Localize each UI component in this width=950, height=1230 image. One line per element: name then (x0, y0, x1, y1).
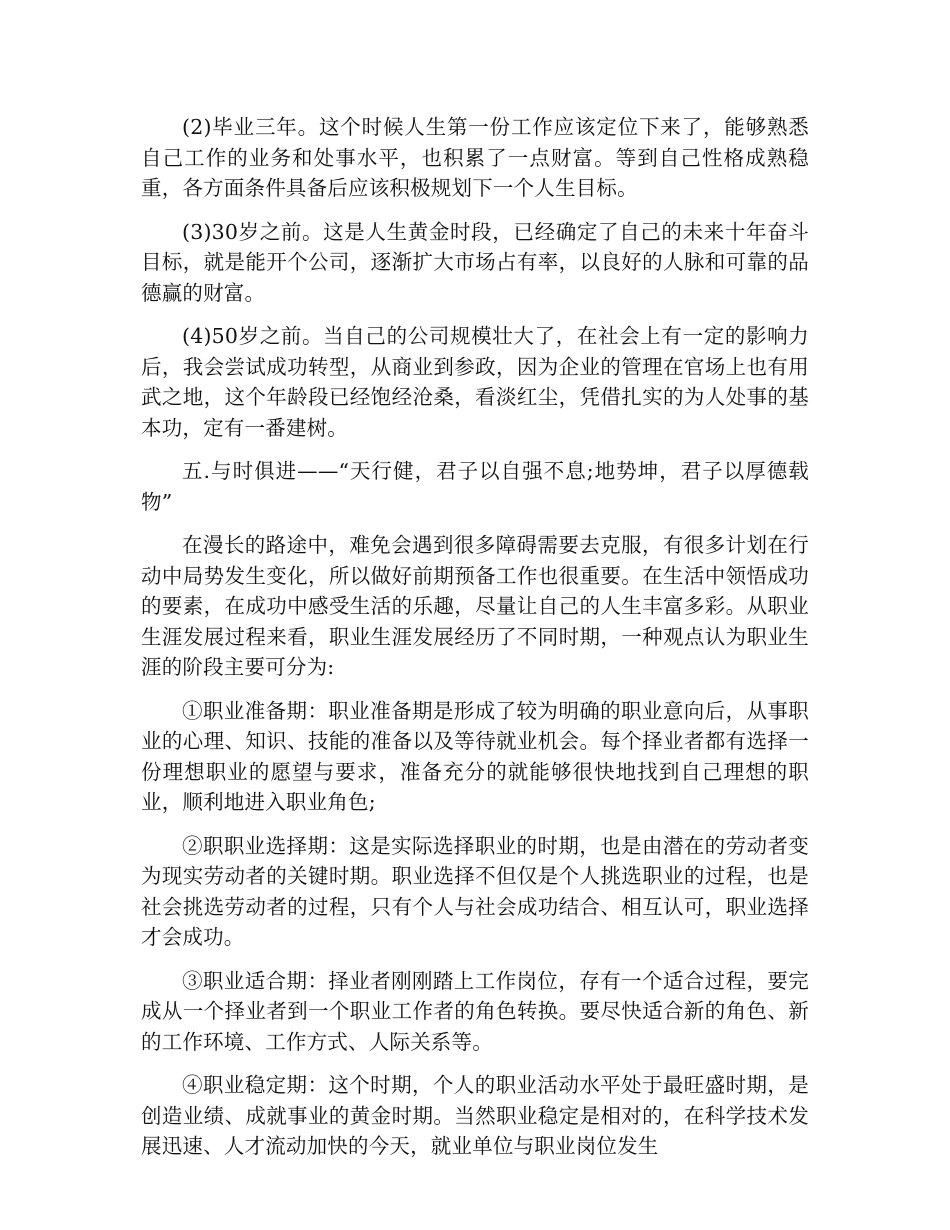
paragraph-stage-graduation-three-years: (2)毕业三年。这个时候人生第一份工作应该定位下来了，能够熟悉自己工作的业务和处事水平，也积累了一点财富。等到自己性格成熟稳重，各方面条件具备后应该积极规划下一个人生目标。 (141, 115, 809, 200)
paragraph-career-stability: ④职业稳定期：这个时期，个人的职业活动水平处于最旺盛时期，是创造业绩、成就事业的黄金时期。当然职业稳定是相对的，在科学技术发展迅速、人才流动加快的今天，就业单位与职业岗位发生 (141, 1073, 809, 1158)
paragraph-stage-before-50: (4)50岁之前。当自己的公司规模壮大了，在社会上有一定的影响力后，我会尝试成功转型，从商业到参政，因为企业的管理在官场上也有用武之地，这个年龄段已经饱经沧桑，看淡红尘，凭借扎实的为人处事的基本功，定有一番建树。 (141, 324, 809, 440)
paragraph-career-adaptation: ③职业适合期：择业者刚刚踏上工作岗位，存有一个适合过程，要完成从一个择业者到一个职业工作者的角色转换。要尽快适合新的角色、新的工作环境、工作方式、人际关系等。 (141, 968, 809, 1054)
paragraph-career-preparation: ①职业准备期：职业准备期是形成了较为明确的职业意向后，从事职业的心理、知识、技能的准备以及等待就业机会。每个择业者都有选择一份理想职业的愿望与要求，准备充分的就能够很快地找到自己理想的职业，顺利地进入职业角色; (141, 698, 809, 814)
paragraph-stage-before-30: (3)30岁之前。这是人生黄金时段，已经确定了自己的未来十年奋斗目标，就是能开个公司，逐渐扩大市场占有率，以良好的人脉和可靠的品德赢的财富。 (141, 219, 809, 305)
paragraph-career-selection: ②职职业选择期：这是实际选择职业的时期，也是由潜在的劳动者变为现实劳动者的关键时期。职业选择不但仅是个人挑选职业的过程，也是社会挑选劳动者的过程，只有个人与社会成功结合、相互认可，职业选择才会成功。 (141, 833, 809, 949)
document-body (141, 112, 809, 1175)
section-heading-keep-pace: 五.与时俱进——“天行健，君子以自强不息;地势坤，君子以厚德载物” (141, 459, 809, 514)
paragraph-career-overview: 在漫长的路途中，难免会遇到很多障碍需要去克服，有很多计划在行动中局势发生变化，所以做好前期预备工作也很重要。在生活中领悟成功的要素，在成功中感受生活的乐趣，尽量让自己的人生丰富多彩。从职业生涯发展过程来看，职业生涯发展经历了不同时期，一种观点认为职业生涯的阶段主要可分为: (141, 533, 809, 679)
